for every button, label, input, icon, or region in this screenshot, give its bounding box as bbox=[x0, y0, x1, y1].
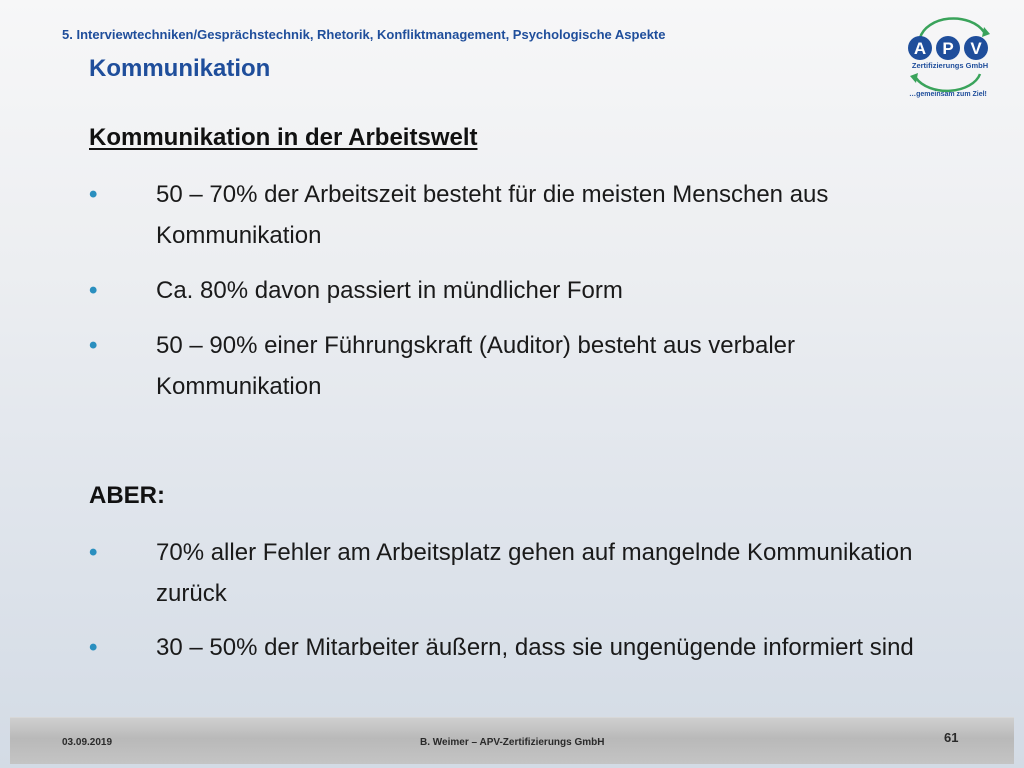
logo-slogan: …gemeinsam zum Ziel! bbox=[909, 91, 987, 98]
bullet-text: 50 – 90% einer Führungskraft (Auditor) besteht aus verbaler Kommunikation bbox=[156, 332, 796, 400]
bullet-marker: • bbox=[89, 332, 98, 359]
logo-company: Zertifizierungs GmbH bbox=[911, 61, 989, 70]
bullet-marker: • bbox=[89, 277, 98, 304]
logo-letter-a: A bbox=[913, 39, 927, 58]
logo-letter-v: V bbox=[970, 39, 982, 58]
bullet-marker: • bbox=[89, 634, 98, 661]
logo-arrow-bottom-icon bbox=[910, 73, 918, 83]
logo-arc-bottom-icon bbox=[916, 74, 980, 91]
apv-logo bbox=[898, 16, 1002, 100]
logo-letter-p: P bbox=[942, 39, 954, 58]
bullet-text: 70% aller Fehler am Arbeitsplatz gehen auf mangelnde Kommunikation zurück bbox=[156, 539, 913, 607]
footer-date: 03.09.2019 bbox=[62, 737, 113, 748]
bullet-marker: • bbox=[89, 539, 98, 566]
section-heading: Kommunikation in der Arbeitswelt bbox=[89, 124, 478, 151]
bullet-text: Ca. 80% davon passiert in mündlicher Form bbox=[156, 277, 623, 304]
logo-arrow-top-icon bbox=[982, 27, 990, 37]
logo-arc-top-icon bbox=[920, 18, 984, 38]
header-topic: 5. Interviewtechniken/Gesprächstechnik, Rhetorik, Konfliktmanagement, Psychologische Aspekte bbox=[62, 27, 666, 42]
aber-heading: ABER: bbox=[89, 482, 165, 509]
bullet-text: 30 – 50% der Mitarbeiter äußern, dass sie ungenügende informiert sind bbox=[156, 634, 914, 661]
page-number: 61 bbox=[944, 730, 959, 745]
bullet-marker: • bbox=[89, 181, 98, 208]
footer-author: B. Weimer – APV-Zertifizierungs GmbH bbox=[420, 737, 605, 748]
slide-title: Kommunikation bbox=[89, 55, 271, 82]
bullet-text: 50 – 70% der Arbeitszeit besteht für die meisten Menschen aus Kommunikation bbox=[156, 181, 829, 249]
